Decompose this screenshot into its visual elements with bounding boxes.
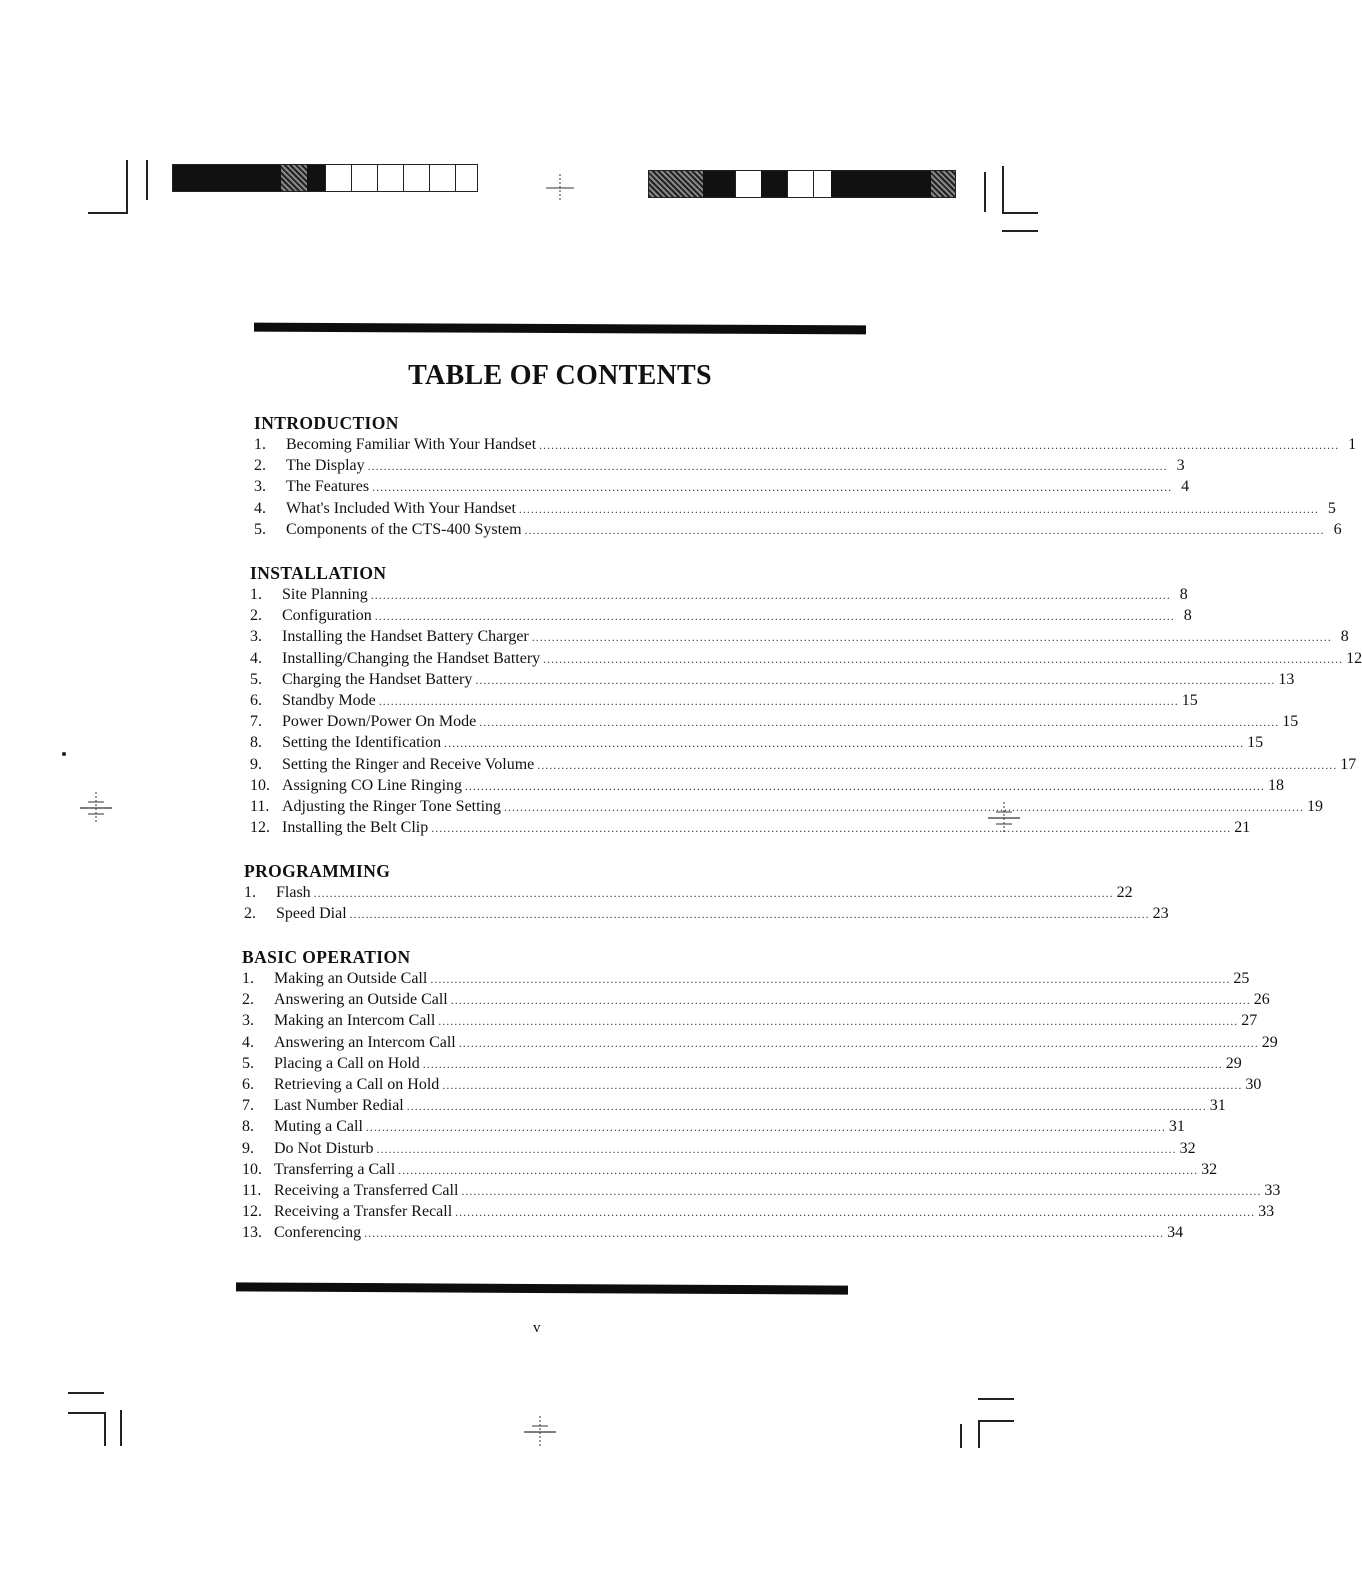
- toc-entry-title: Flash: [276, 884, 311, 901]
- toc-entry: [250, 648, 1362, 669]
- dot-leader: ........................................................................................................................................................................................................: [531, 630, 1332, 645]
- toc-entry: [242, 1159, 1218, 1180]
- page-title: TABLE OF CONTENTS: [408, 360, 712, 391]
- toc-entry-title: What's Included With Your Handset: [286, 499, 516, 517]
- toc-entry-number: 13.: [242, 1224, 262, 1242]
- toc-entry-title: Answering an Outside Call: [274, 991, 448, 1009]
- toc-entry-number: 5.: [242, 1054, 254, 1072]
- toc-entry: [242, 1138, 1196, 1159]
- toc-entry-page: 12: [1346, 649, 1362, 667]
- section-heading: BASIC OPERATION: [242, 947, 411, 967]
- color-bar-right: [648, 170, 956, 198]
- dot-leader: ........................................................................................................................................................................................................: [422, 1056, 1223, 1071]
- dot-leader: ........................................................................................................................................................................................................: [524, 522, 1325, 537]
- toc-entry: [250, 669, 1295, 690]
- toc-entry-page: 17: [1340, 755, 1357, 773]
- toc-entry-page: 22: [1116, 884, 1133, 901]
- toc-entry-number: 5.: [250, 670, 262, 688]
- toc-entry-number: 12.: [242, 1203, 262, 1221]
- dot-leader: ........................................................................................................................................................................................................: [376, 1141, 1177, 1156]
- toc-entry-number: 3.: [250, 628, 262, 646]
- toc-entry-page: 8: [1340, 628, 1349, 646]
- toc-entry-number: 6.: [250, 691, 262, 709]
- toc-entry-page: 33: [1258, 1203, 1275, 1221]
- toc-entry: [250, 711, 1299, 732]
- toc-entry: [250, 817, 1251, 838]
- dot-leader: ........................................................................................................................................................................................................: [518, 501, 1319, 516]
- toc-entry-number: 9.: [242, 1139, 254, 1157]
- toc-entry: [242, 989, 1270, 1010]
- dot-leader: ........................................................................................................................................................................................................: [543, 651, 1344, 666]
- dot-leader: ........................................................................................................................................................................................................: [465, 778, 1266, 793]
- toc-entry: [250, 732, 1264, 753]
- toc-entry-page: 34: [1167, 1224, 1184, 1242]
- toc-entry: [244, 903, 1169, 924]
- toc-entry-page: 18: [1268, 776, 1285, 794]
- toc-entry-page: 15: [1247, 734, 1264, 752]
- toc-entry-page: 13: [1278, 670, 1295, 688]
- toc-entry-title: Receiving a Transferred Call: [274, 1181, 459, 1199]
- section-heading: INTRODUCTION: [254, 413, 399, 433]
- toc-entry: [242, 1032, 1278, 1053]
- toc-entry-title: Transferring a Call: [274, 1160, 396, 1178]
- registration-mark-icon: [520, 1412, 560, 1452]
- toc-entry-page: 21: [1234, 819, 1251, 837]
- toc-entry-page: 1: [1348, 436, 1357, 453]
- dot-leader: ........................................................................................................................................................................................................: [364, 1226, 1165, 1241]
- toc-entry-title: Making an Outside Call: [274, 970, 428, 987]
- toc-entry-number: 5.: [254, 520, 266, 538]
- toc-entry: [242, 1074, 1262, 1095]
- toc-entry-page: 31: [1209, 1097, 1226, 1115]
- toc-entry-number: 10.: [242, 1160, 262, 1178]
- toc-entry-title: Setting the Ringer and Receive Volume: [282, 755, 535, 773]
- toc-entry-title: Installing the Handset Battery Charger: [282, 628, 529, 646]
- toc-entry-page: 29: [1225, 1054, 1242, 1072]
- toc-entry-number: 1.: [254, 436, 266, 453]
- toc-entry: [254, 476, 1190, 497]
- dot-leader: ........................................................................................................................................................................................................: [367, 459, 1168, 474]
- dot-leader: ........................................................................................................................................................................................................: [475, 672, 1276, 687]
- dot-leader: ........................................................................................................................................................................................................: [455, 1205, 1256, 1220]
- dot-leader: ........................................................................................................................................................................................................: [431, 821, 1232, 836]
- toc-entry-number: 4.: [250, 649, 262, 667]
- toc-entry: [250, 626, 1349, 647]
- toc-entry: [250, 605, 1192, 626]
- toc-entry-title: The Display: [286, 457, 365, 475]
- dot-leader: ........................................................................................................................................................................................................: [461, 1183, 1262, 1198]
- toc-section-installation: [250, 562, 1362, 838]
- toc-entry-page: 23: [1152, 905, 1169, 923]
- toc-entry: [254, 519, 1342, 540]
- toc-entry-page: 4: [1181, 478, 1190, 496]
- dot-leader: ........................................................................................................................................................................................................: [374, 609, 1175, 624]
- dot-leader: ........................................................................................................................................................................................................: [349, 907, 1150, 922]
- dot-leader: ........................................................................................................................................................................................................: [370, 588, 1171, 602]
- toc-entry-page: 8: [1179, 586, 1188, 603]
- toc-entry: [254, 455, 1185, 476]
- toc-entry: [244, 882, 1133, 903]
- toc-entry-title: Standby Mode: [282, 691, 376, 709]
- dot-leader: ........................................................................................................................................................................................................: [438, 1014, 1239, 1029]
- toc-entry: [254, 434, 1357, 455]
- toc-entry-page: 15: [1282, 713, 1299, 731]
- toc-entry-title: The Features: [286, 478, 370, 496]
- registration-mark-icon: [76, 788, 116, 828]
- toc-entry-title: Last Number Redial: [274, 1097, 404, 1115]
- toc-entry-page: 33: [1264, 1181, 1281, 1199]
- toc-entry-title: Installing/Changing the Handset Battery: [282, 649, 541, 667]
- toc-entry-title: Placing a Call on Hold: [274, 1054, 420, 1072]
- toc-entry-title: Configuration: [282, 607, 372, 625]
- toc-entry-title: Power Down/Power On Mode: [282, 713, 477, 731]
- dot-leader: ........................................................................................................................................................................................................: [406, 1099, 1207, 1114]
- toc-entry: [242, 1180, 1281, 1201]
- section-heading: PROGRAMMING: [244, 861, 391, 881]
- toc-entry-title: Assigning CO Line Ringing: [282, 776, 463, 794]
- toc-entry: [242, 1222, 1184, 1243]
- toc-entry-number: 1.: [242, 970, 254, 987]
- toc-entry-page: 27: [1241, 1012, 1258, 1030]
- toc-entry-number: 7.: [242, 1097, 254, 1115]
- toc-entry-title: Answering an Intercom Call: [274, 1033, 456, 1051]
- toc-entry-title: Retrieving a Call on Hold: [274, 1075, 440, 1093]
- toc-entry: [242, 1053, 1242, 1074]
- toc-entry: [250, 775, 1285, 796]
- toc-entry: [250, 690, 1198, 711]
- toc-entry-title: Becoming Familiar With Your Handset: [286, 436, 537, 453]
- toc-entry-title: Components of the CTS-400 System: [286, 520, 522, 538]
- dot-leader: ........................................................................................................................................................................................................: [378, 693, 1179, 708]
- toc-entry-title: Conferencing: [274, 1224, 362, 1242]
- bottom-rule: [236, 1282, 848, 1294]
- dot-leader: ........................................................................................................................................................................................................: [442, 1077, 1243, 1092]
- color-bar-left: [172, 164, 478, 192]
- dot-leader: ........................................................................................................................................................................................................: [430, 972, 1231, 986]
- toc-entry-title: Receiving a Transfer Recall: [274, 1203, 453, 1221]
- dot-leader: ........................................................................................................................................................................................................: [504, 799, 1305, 814]
- toc-entry-number: 4.: [254, 499, 266, 517]
- toc-section-basic-operation: [242, 946, 1281, 1243]
- toc-entry-title: Making an Intercom Call: [274, 1012, 436, 1030]
- registration-mark-icon: [540, 168, 580, 208]
- toc-entry-page: 32: [1179, 1139, 1196, 1157]
- toc-entry-number: 1.: [244, 884, 256, 901]
- dot-leader: ........................................................................................................................................................................................................: [539, 438, 1340, 452]
- toc-entry-number: 2.: [242, 991, 254, 1009]
- toc-entry-title: Site Planning: [282, 586, 368, 603]
- dot-leader: ........................................................................................................................................................................................................: [444, 736, 1245, 751]
- toc-entry-page: 25: [1233, 970, 1250, 987]
- toc-entry: [242, 1095, 1226, 1116]
- dot-leader: ........................................................................................................................................................................................................: [398, 1162, 1199, 1177]
- toc-entry-number: 3.: [254, 478, 266, 496]
- toc-entry-number: 8.: [242, 1118, 254, 1136]
- dot-leader: ........................................................................................................................................................................................................: [372, 480, 1173, 495]
- toc-entry-page: 29: [1261, 1033, 1278, 1051]
- toc-entry-number: 11.: [250, 797, 270, 815]
- toc-entry-number: 8.: [250, 734, 262, 752]
- toc-entry-number: 1.: [250, 586, 262, 603]
- dot-leader: ........................................................................................................................................................................................................: [450, 993, 1251, 1008]
- scan-speck: [62, 752, 66, 756]
- toc-entry-title: Charging the Handset Battery: [282, 670, 473, 688]
- toc-entry-number: 2.: [254, 457, 266, 475]
- toc-entry: [250, 796, 1324, 817]
- toc-entry-number: 2.: [250, 607, 262, 625]
- toc-entry: [250, 754, 1357, 775]
- dot-leader: ........................................................................................................................................................................................................: [458, 1035, 1259, 1050]
- toc-entry-number: 12.: [250, 819, 270, 837]
- toc-entry-page: 32: [1201, 1160, 1218, 1178]
- toc-entry-page: 3: [1176, 457, 1185, 475]
- toc-entry-page: 15: [1181, 691, 1198, 709]
- toc-entry-number: 3.: [242, 1012, 254, 1030]
- toc-entry-title: Speed Dial: [276, 905, 347, 923]
- toc-entry-number: 11.: [242, 1181, 262, 1199]
- toc-entry: [242, 1201, 1275, 1222]
- toc-entry-number: 9.: [250, 755, 262, 773]
- toc-entry-page: 8: [1183, 607, 1192, 625]
- section-heading: INSTALLATION: [250, 563, 387, 583]
- toc-entry-page: 5: [1327, 499, 1336, 517]
- toc-entry-page: 31: [1168, 1118, 1185, 1136]
- toc-entry-number: 10.: [250, 776, 270, 794]
- dot-leader: ........................................................................................................................................................................................................: [313, 886, 1114, 900]
- toc-entry-number: 2.: [244, 905, 256, 923]
- toc-entry: [250, 584, 1188, 605]
- toc-section-programming: [244, 860, 1169, 924]
- toc-entry: [242, 968, 1250, 989]
- dot-leader: ........................................................................................................................................................................................................: [537, 757, 1338, 772]
- page-number: v: [533, 1320, 541, 1336]
- toc-entry-page: 30: [1245, 1075, 1262, 1093]
- toc-entry: [242, 1010, 1258, 1031]
- toc-entry-title: Adjusting the Ringer Tone Setting: [282, 797, 502, 815]
- toc-entry-title: Setting the Identification: [282, 734, 442, 752]
- toc-entry-page: 19: [1307, 797, 1324, 815]
- dot-leader: ........................................................................................................................................................................................................: [479, 715, 1280, 730]
- toc-entry-page: 26: [1253, 991, 1270, 1009]
- toc-entry-number: 6.: [242, 1075, 254, 1093]
- toc-entry: [254, 498, 1336, 519]
- toc-entry-number: 7.: [250, 713, 262, 731]
- top-rule: [254, 323, 866, 335]
- toc-entry-title: Do Not Disturb: [274, 1139, 374, 1157]
- toc-entry: [242, 1116, 1185, 1137]
- toc-entry-number: 4.: [242, 1033, 254, 1051]
- dot-leader: ........................................................................................................................................................................................................: [365, 1120, 1166, 1135]
- toc-entry-page: 6: [1333, 520, 1342, 538]
- toc-entry-title: Installing the Belt Clip: [282, 819, 429, 837]
- toc-entry-title: Muting a Call: [274, 1118, 363, 1136]
- toc-section-introduction: [254, 412, 1357, 540]
